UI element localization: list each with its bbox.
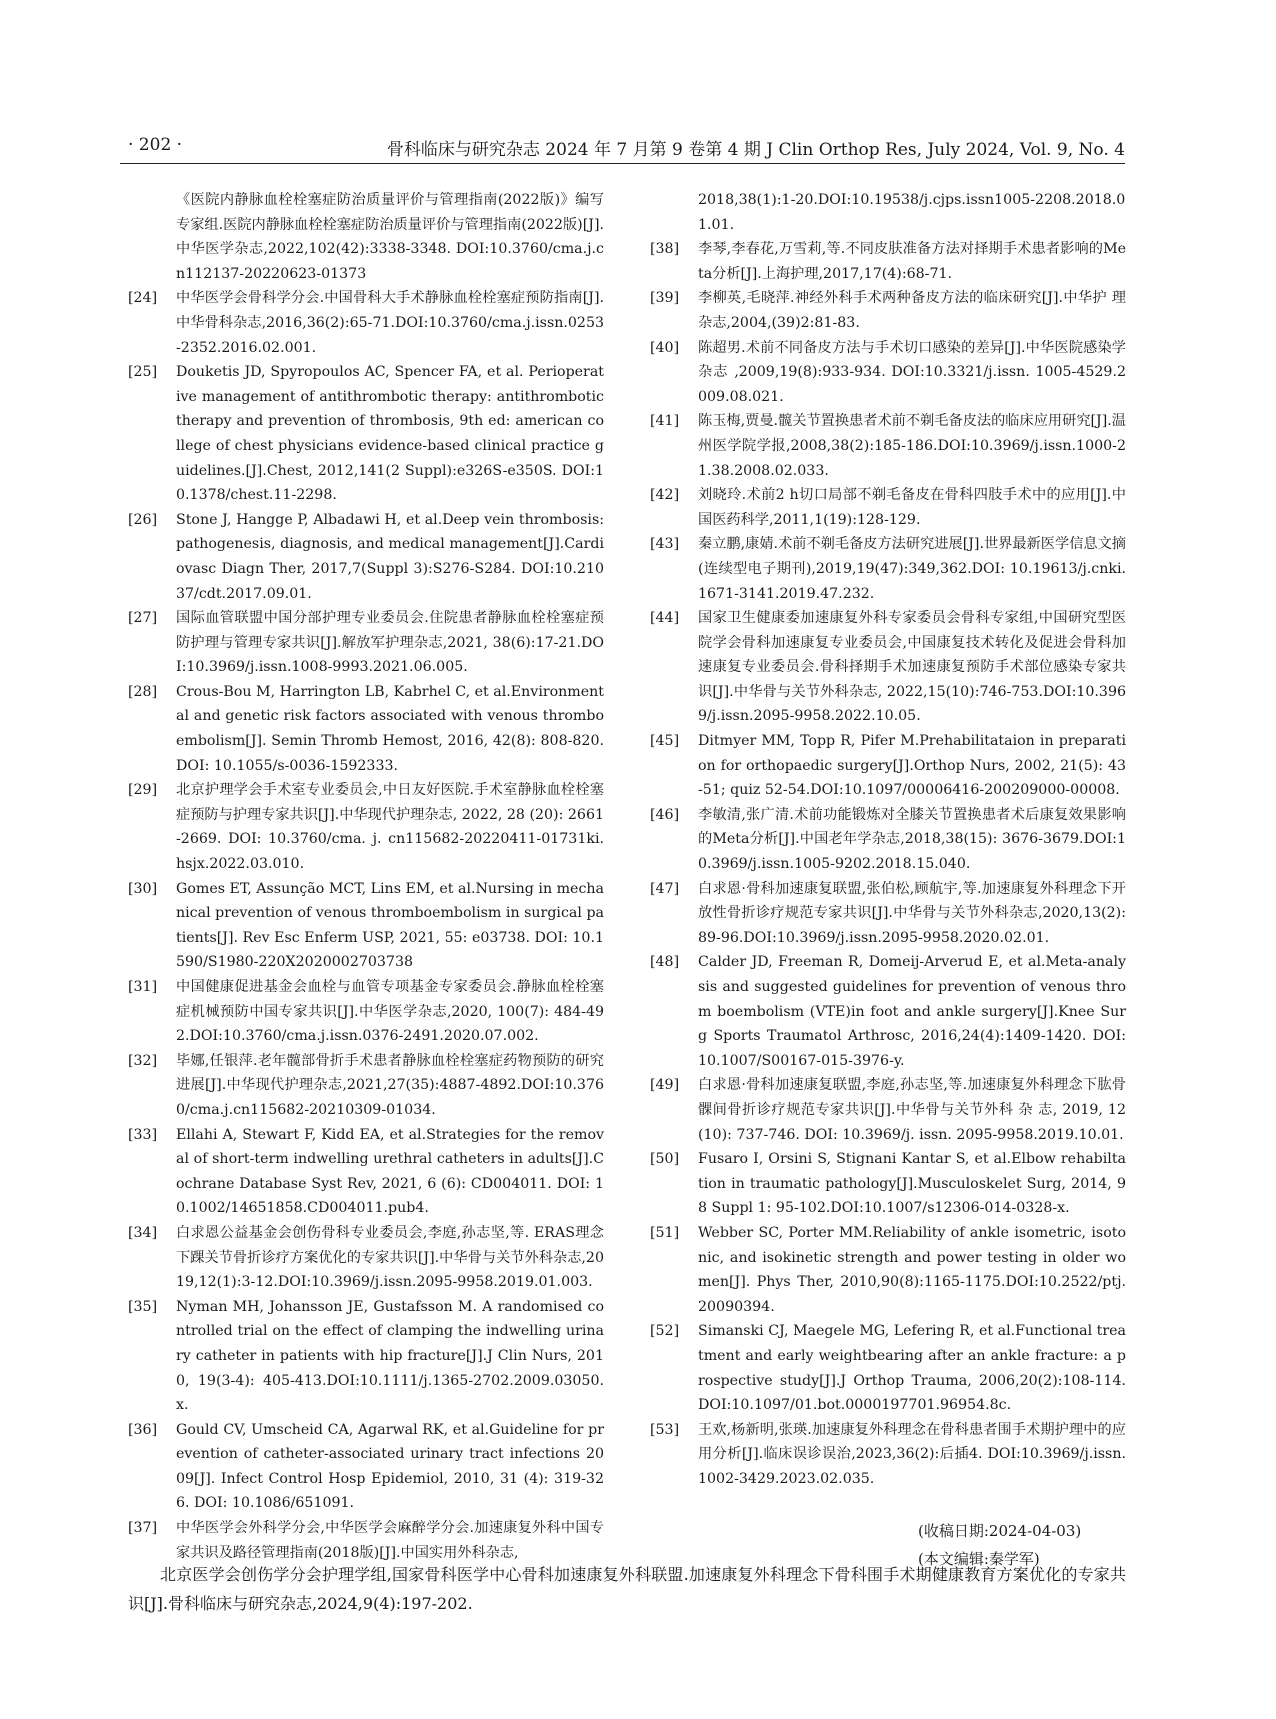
reference-item [128,1418,604,1516]
reference-item [650,336,1126,410]
reference-number: [32] [128,1052,158,1069]
reference-text: 李琴,李春花,万雪莉,等.不同皮肤准备方法对择期手术患者影响的Meta分析[J].上海护理,2017,17(4):68-71. [698,241,1126,282]
reference-text: 白求恩·骨科加速康复联盟,李庭,孙志坚,等.加速康复外科理念下肱骨髁间骨折诊疗规范专家共识[J].中华骨与关节外科 杂 志, 2019, 12 (10): 737-746. DOI: 10.3969/j. issn. 2095-9958.2019.10.01. [698,1077,1126,1143]
reference-number: [37] [128,1520,158,1537]
reference-number: [24] [128,290,158,307]
reference-text: 国家卫生健康委加速康复外科专家委员会骨科专家组,中国研究型医院学会骨科加速康复专业委员会,中国康复技术转化及促进会骨科加速康复专业委员会.骨科择期手术加速康复预防手术部位感染专家共识[J].中华骨与关节外科杂志, 2022,15(10):746-753.DOI:10.3969/j.issn.2095-9958.2022.10.05. [698,610,1126,725]
reference-number: [26] [128,511,158,528]
reference-text: 秦立鹏,康婧.术前不剃毛备皮方法研究进展[J].世界最新医学信息文摘(连续型电子期刊),2019,19(47):349,362.DOI: 10.19613/j.cnki.1671-3141.2019.47.232. [698,536,1126,602]
reference-text: 王欢,杨新明,张瑛.加速康复外科理念在骨科患者围手术期护理中的应用分析[J].临床误诊误治,2023,36(2):后插4. DOI:10.3969/j.issn.1002-3429.2023.02.035. [698,1421,1126,1487]
reference-item [128,778,604,876]
reference-number: [28] [128,683,158,700]
reference-number: [42] [650,487,680,504]
reference-item [128,286,604,360]
reference-number: [34] [128,1224,158,1241]
citation-paragraph: 北京医学会创伤学分会护理学组,国家骨科医学中心骨科加速康复外科联盟.加速康复外科理念下骨科围手术期健康教育方案优化的专家共识[J].骨科临床与研究杂志,2024,9(4):197-202. [128,1565,1126,1613]
reference-text: 毕娜,任银萍.老年髋部骨折手术患者静脉血栓栓塞症药物预防的研究进展[J].中华现代护理杂志,2021,27(35):4887-4892.DOI:10.3760/cma.j.cn115682-20210309-01034. [176,1052,604,1118]
reference-item [128,188,604,286]
reference-item [650,729,1126,803]
reference-number: [50] [650,1151,680,1168]
editor-note: (本文编辑:秦学军) [918,1550,1040,1569]
reference-number: [46] [650,806,680,823]
reference-number: [31] [128,979,158,995]
journal-running-title: 骨科临床与研究杂志 2024 年 7 月第 9 卷第 4 期 J Clin Orthop Res, July 2024, Vol. 9, No. 4 [386,140,1125,160]
reference-number: [52] [650,1323,680,1340]
reference-number: [40] [650,339,680,356]
received-date: (收稿日期:2024-04-03) [918,1522,1082,1541]
references-left-column [128,188,604,1565]
reference-text: Douketis JD, Spyropoulos AC, Spencer FA, et al. Perioperative management of antithrombotic therapy: antithrombotic therapy and prevention of thrombosis, 9th ed: american college of chest physicians evidence-based clinical practice guidelines.[J].Chest, 2012,141(2 Suppl):e326S-e350S. DOI:10.1378/chest.11-2298. [176,364,604,504]
reference-number: [27] [128,610,158,627]
reference-item [650,1147,1126,1221]
reference-number: [36] [128,1421,158,1438]
reference-item [128,1221,604,1295]
reference-item [650,409,1126,483]
reference-item [650,950,1126,1073]
reference-number: [35] [128,1298,158,1315]
reference-text: 北京护理学会手术室专业委员会,中日友好医院.手术室静脉血栓栓塞症预防与护理专家共识[J].中华现代护理杂志, 2022, 28 (20): 2661-2669. DOI: 10.3760/cma. j. cn115682-20220411-01731ki.hsjx.2022.03.010. [176,782,604,873]
reference-text: Gomes ET, Assunção MCT, Lins EM, et al.Nursing in mechanical prevention of venous thromboembolism in surgical patients[J]. Rev Esc Enferm USP, 2021, 55: e03738. DOI: 10.1590/S1980-220X2020002703738 [176,880,604,971]
reference-text: Nyman MH, Johansson JE, Gustafsson M. A randomised controlled trial on the effect of clamping the indwelling urinary catheter in patients with hip fracture[J].J Clin Nurs, 2010, 19(3-4): 405-413.DOI:10.1111/j.1365-2702.2009.03050.x. [176,1298,604,1414]
reference-item [650,606,1126,729]
reference-text: 中华医学会外科学分会,中华医学会麻醉学分会.加速康复外科中国专家共识及路径管理指南(2018版)[J].中国实用外科杂志, [176,1520,604,1561]
reference-text: 国际血管联盟中国分部护理专业委员会.住院患者静脉血栓栓塞症预防护理与管理专家共识[J].解放军护理杂志,2021, 38(6):17-21.DOI:10.3969/j.issn.1008-9993.2021.06.005. [176,610,604,676]
reference-text: Gould CV, Umscheid CA, Agarwal RK, et al.Guideline for prevention of catheter-associated urinary tract infections 2009[J]. Infect Control Hosp Epidemiol, 2010, 31 (4): 319-326. DOI: 10.1086/651091. [176,1421,604,1512]
reference-item [650,877,1126,951]
reference-item [128,680,604,778]
reference-item [128,1516,604,1565]
reference-text: Fusaro I, Orsini S, Stignani Kantar S, et al.Elbow rehabiltation in traumatic pathology[J].Musculoskelet Surg, 2014, 98 Suppl 1: 95-102.DOI:10.1007/s12306-014-0328-x. [698,1151,1126,1217]
reference-item [128,508,604,606]
reference-number: [41] [650,413,680,430]
reference-text: 刘晓玲.术前2 h切口局部不剃毛备皮在骨科四肢手术中的应用[J].中国医药科学,2011,1(19):128-129. [698,487,1126,528]
reference-item [128,606,604,680]
reference-text: 2018,38(1):1-20.DOI:10.19538/j.cjps.issn1005-2208.2018.01.01. [698,192,1126,233]
reference-number: [49] [650,1077,680,1094]
references-right-column [650,188,1126,1573]
reference-number: [48] [650,954,680,971]
reference-text: 陈超男.术前不同备皮方法与手术切口感染的差异[J].中华医院感染学杂志 ,2009,19(8):933-934. DOI:10.3321/j.issn. 1005-4529.2009.08.021. [698,339,1126,405]
reference-item [650,1418,1126,1492]
reference-text: 陈玉梅,贾曼.髋关节置换患者术前不剃毛备皮法的临床应用研究[J].温州医学院学报,2008,38(2):185-186.DOI:10.3969/j.issn.1000-21.38.2008.02.033. [698,413,1126,479]
reference-item [128,975,604,1049]
reference-text: Ellahi A, Stewart F, Kidd EA, et al.Strategies for the removal of short-term indwelling urethral catheters in adults[J].Cochrane Database Syst Rev, 2021, 6 (6): CD004011. DOI: 10.1002/14651858.CD004011.pub4. [176,1126,604,1217]
reference-item [650,286,1126,335]
reference-text: 中华医学会骨科学分会.中国骨科大手术静脉血栓栓塞症预防指南[J]. 中华骨科杂志,2016,36(2):65-71.DOI:10.3760/cma.j.issn.0253-2352.2016.02.001. [176,290,604,356]
reference-number: [25] [128,364,158,381]
reference-text: Stone J, Hangge P, Albadawi H, et al.Deep vein thrombosis: pathogenesis, diagnosis, and medical management[J].Cardiovasc Diagn Ther, 2017,7(Suppl 3):S276-S284. DOI:10.21037/cdt.2017.09.01. [176,511,604,602]
reference-text: 《医院内静脉血栓栓塞症防治质量评价与管理指南(2022版)》编写专家组.医院内静脉血栓栓塞症防治质量评价与管理指南(2022版)[J].中华医学杂志,2022,102(42):3338-3348. DOI:10.3760/cma.j.cn112137-20220623-01373 [176,192,604,282]
reference-item [128,1295,604,1418]
reference-text: Webber SC, Porter MM.Reliability of ankle isometric, isotonic, and isokinetic strength and power testing in older women[J]. Phys Ther, 2010,90(8):1165-1175.DOI:10.2522/ptj.20090394. [698,1224,1126,1315]
reference-number: [45] [650,733,680,750]
reference-item [650,483,1126,532]
reference-number: [33] [128,1126,158,1143]
reference-number: [29] [128,782,158,799]
reference-number: [43] [650,536,680,553]
reference-text: Simanski CJ, Maegele MG, Lefering R, et al.Functional treatment and early weightbearing after an ankle fracture: a prospective study[J].J Orthop Trauma, 2006,20(2):108-114. DOI:10.1097/01.bot.0000197701.96954.8c. [698,1323,1126,1414]
reference-number: [53] [650,1421,680,1438]
reference-text: 白求恩公益基金会创伤骨科专业委员会,李庭,孙志坚,等. ERAS理念下踝关节骨折诊疗方案优化的专家共识[J].中华骨与关节外科杂志,2019,12(1):3-12.DOI:10.3969/j.issn.2095-9958.2019.01.003. [176,1224,604,1291]
reference-text: 李柳英,毛晓萍.神经外科手术两种备皮方法的临床研究[J].中华护 理杂志,2004,(39)2:81-83. [698,290,1126,331]
page-number: · 202 · [128,135,183,155]
reference-item [128,1123,604,1221]
reference-item [650,188,1126,237]
reference-number: [39] [650,290,680,307]
reference-text: 中国健康促进基金会血栓与血管专项基金专家委员会.静脉血栓栓塞症机械预防中国专家共识[J].中华医学杂志,2020, 100(7): 484-492.DOI:10.3760/cma.j.issn.0376-2491.2020.07.002. [176,979,604,1045]
reference-text: 李敏清,张广清.术前功能锻炼对全膝关节置换患者术后康复效果影响的Meta分析[J].中国老年学杂志,2018,38(15): 3676-3679.DOI:10.3969/j.issn.1005-9202.2018.15.040. [698,806,1126,873]
reference-item [650,803,1126,877]
reference-number: [44] [650,610,680,627]
reference-item [128,877,604,975]
reference-number: [30] [128,880,158,897]
reference-text: Ditmyer MM, Topp R, Pifer M.Prehabilitataion in preparation for orthopaedic surgery[J].Orthop Nurs, 2002, 21(5): 43-51; quiz 52-54.DOI:10.1097/00006416-200209000-00008. [698,733,1126,799]
reference-item [650,237,1126,286]
reference-number: [47] [650,880,680,897]
reference-item [128,360,604,508]
reference-number: [38] [650,241,680,258]
reference-item [128,1049,604,1123]
reference-text: Calder JD, Freeman R, Domeij-Arverud E, et al.Meta-analysis and suggested guidelines for prevention of venous throm boembolism (VTE)in foot and ankle surgery[J].Knee Surg Sports Traumatol Arthrosc, 2016,24(4):1409-1420. DOI: 10.1007/S00167-015-3976-y. [698,954,1126,1069]
reference-text: Crous-Bou M, Harrington LB, Kabrhel C, et al.Environmental and genetic risk factors associated with venous thromboembolism[J]. Semin Thromb Hemost, 2016, 42(8): 808-820. DOI: 10.1055/s-0036-1592333. [176,683,604,774]
reference-text: 白求恩·骨科加速康复联盟,张伯松,顾航宇,等.加速康复外科理念下开放性骨折诊疗规范专家共识[J].中华骨与关节外科杂志,2020,13(2):89-96.DOI:10.3969/j.issn.2095-9958.2020.02.01. [698,880,1126,946]
reference-item [650,1319,1126,1417]
reference-item [650,1221,1126,1319]
page-header [120,133,1125,164]
reference-number: [51] [650,1224,680,1241]
reference-item [650,1073,1126,1147]
reference-item [650,532,1126,606]
